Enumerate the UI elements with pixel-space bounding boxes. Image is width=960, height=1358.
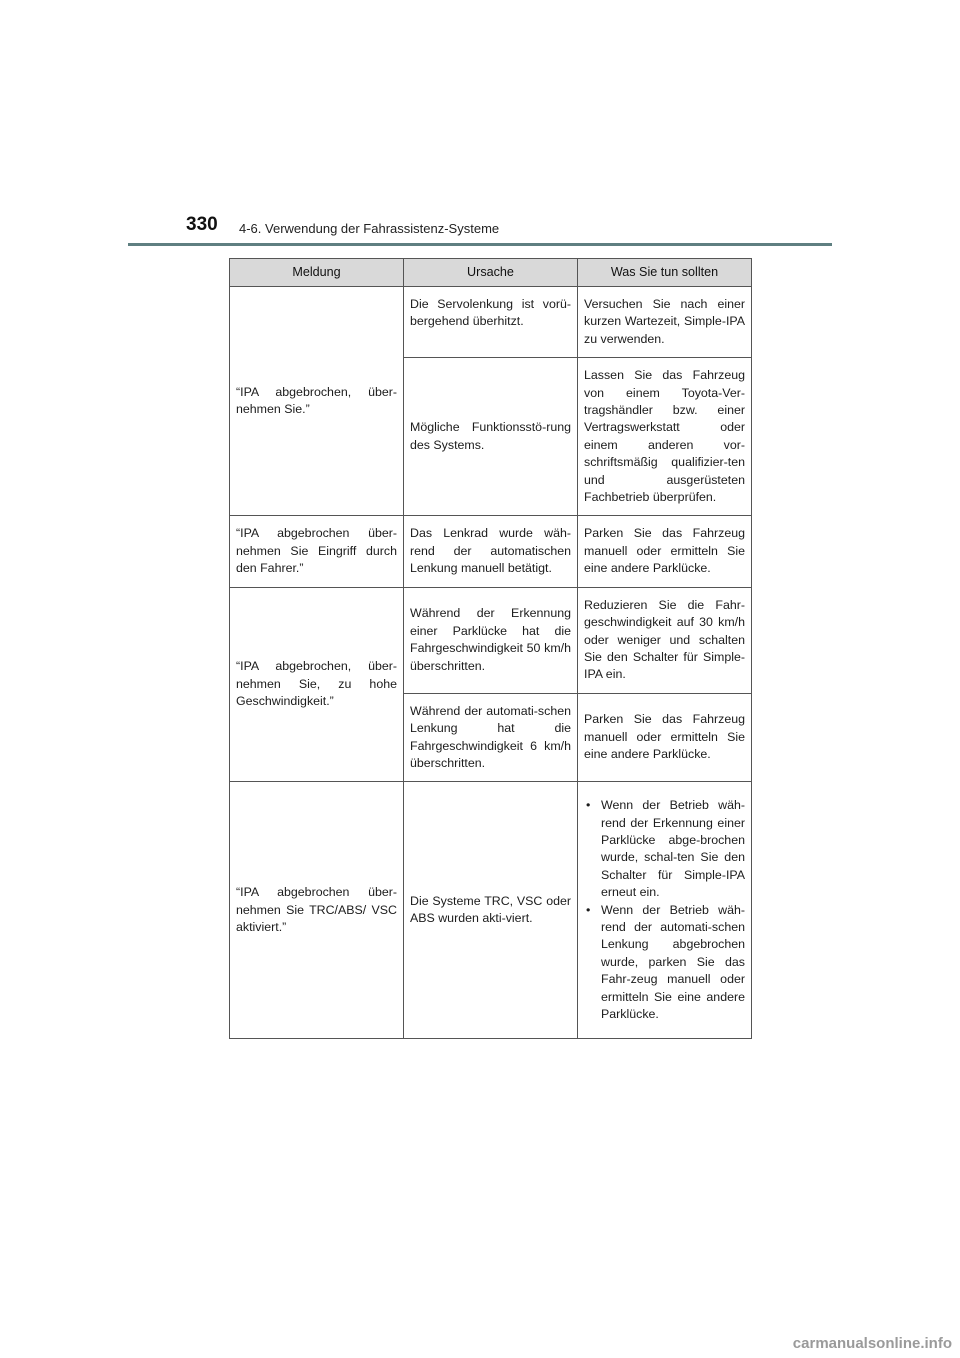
ursache-cell: Die Servolenkung ist vorü-bergehend überhitzt.: [404, 287, 578, 358]
massnahme-cell: Lassen Sie das Fahrzeug von einem Toyota-Ver-tragshändler bzw. einer Vertragswerkstatt oder einem anderen vor-schriftsmäßig qualifizier-ten und ausgerüsteten Fachbetrieb überprüfen.: [578, 358, 752, 516]
table-row: [230, 587, 752, 693]
ursache-cell: Das Lenkrad wurde wäh-rend der automatischen Lenkung manuell betätigt.: [404, 516, 578, 587]
list-item: • Wenn der Betrieb wäh-rend der Erkennung einer Parklücke abge-brochen wurde, schal-ten Sie den Schalter für Simple-IPA erneut ein.: [584, 797, 745, 901]
ursache-cell: Mögliche Funktionsstö-rung des Systems.: [404, 358, 578, 516]
massnahme-cell: Versuchen Sie nach einer kurzen Wartezeit, Simple-IPA zu verwenden.: [578, 287, 752, 358]
section-title: 4-6. Verwendung der Fahrassistenz-Systeme: [239, 221, 500, 236]
header-rule: [128, 243, 832, 246]
column-header-meldung: Meldung: [230, 259, 404, 287]
ursache-cell: Während der automati-schen Lenkung hat die Fahrgeschwindigkeit 6 km/h überschritten.: [404, 693, 578, 782]
meldung-cell: “IPA abgebrochen über-nehmen Sie TRC/ABS/ VSC aktiviert.”: [230, 782, 404, 1039]
column-header-ursache: Ursache: [404, 259, 578, 287]
meldung-cell: “IPA abgebrochen, über-nehmen Sie.”: [230, 287, 404, 516]
message-table: [229, 258, 752, 1039]
massnahme-bullet-list: [584, 797, 745, 1023]
column-header-massnahme: Was Sie tun sollten: [578, 259, 752, 287]
ursache-cell: Während der Erkennung einer Parklücke hat die Fahrgeschwindigkeit 50 km/h überschritten.: [404, 587, 578, 693]
massnahme-cell: Parken Sie das Fahrzeug manuell oder ermitteln Sie eine andere Parklücke.: [578, 516, 752, 587]
meldung-cell: “IPA abgebrochen, über-nehmen Sie, zu hohe Geschwindigkeit.”: [230, 587, 404, 782]
massnahme-cell: [578, 782, 752, 1039]
table-row: [230, 782, 752, 1039]
table-row: [230, 287, 752, 358]
table-row: [230, 516, 752, 587]
page-number: 330: [186, 214, 218, 235]
table-header-row: [230, 259, 752, 287]
massnahme-cell: Reduzieren Sie die Fahr-geschwindigkeit auf 30 km/h oder weniger und schalten Sie den Schalter für Simple-IPA ein.: [578, 587, 752, 693]
ursache-cell: Die Systeme TRC, VSC oder ABS wurden akti-viert.: [404, 782, 578, 1039]
massnahme-cell: Parken Sie das Fahrzeug manuell oder ermitteln Sie eine andere Parklücke.: [578, 693, 752, 782]
watermark: carmanualsonline.info: [792, 1335, 952, 1352]
list-item: • Wenn der Betrieb wäh-rend der automati-schen Lenkung abgebrochen wurde, parken Sie das Fahr-zeug manuell oder ermitteln Sie eine andere Parklücke.: [584, 902, 745, 1024]
meldung-cell: “IPA abgebrochen über-nehmen Sie Eingriff durch den Fahrer.”: [230, 516, 404, 587]
